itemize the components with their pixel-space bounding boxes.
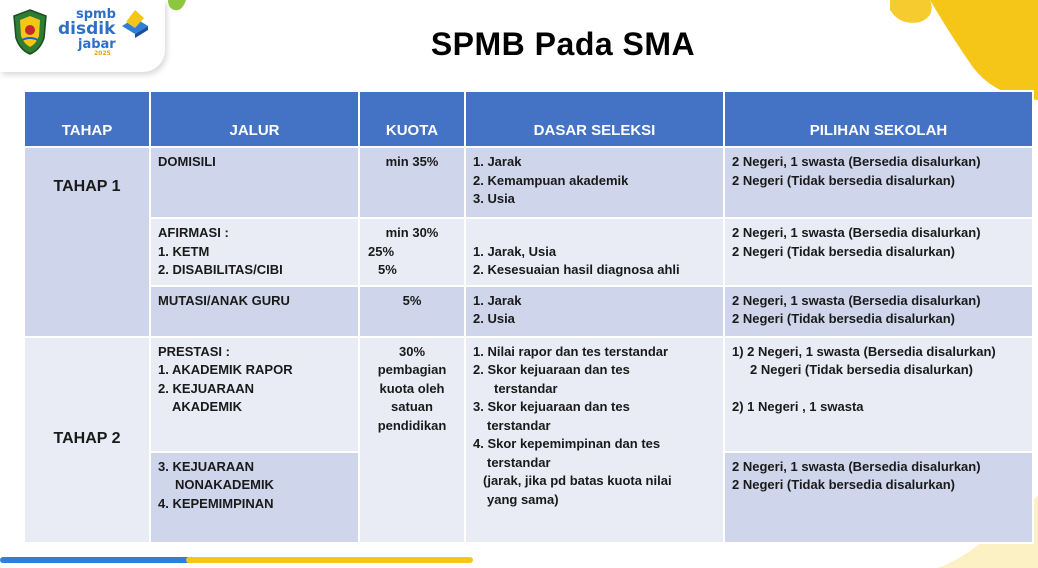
dasar-text: yang sama) [487,491,559,507]
pilihan-cell [724,452,1033,543]
jalur-text: 4. KEPEMIMPINAN [158,495,274,511]
dasar-text: terstandar [487,417,551,433]
pilihan-text: 2 Negeri (Tidak bersedia disalurkan) [732,311,956,326]
kuota-text: kuota oleh [379,380,445,396]
kuota-text: 5% [402,292,422,308]
dasar-text: 4. Skor kepemimpinan dan tes [473,436,661,451]
tahap-1-label: TAHAP 1 [53,178,121,195]
jalur-cell [150,147,359,218]
table-header-row [24,91,1033,147]
pilihan-text: 2 Negeri, 1 swasta (Bersedia disalurkan) [732,154,981,169]
kuota-text: 5% [378,262,397,277]
kuota-text: 30% [398,343,426,359]
header-dasar-seleksi: DASAR SELEKSI [465,91,724,147]
dasar-cell [465,218,724,286]
kuota-cell [359,337,465,543]
dasar-text: 1. Jarak [473,292,522,308]
pilihan-cell [724,286,1033,337]
bottom-bar-yellow [186,557,473,563]
jalur-cell [150,286,359,337]
header-jalur: JALUR [150,91,359,147]
kuota-text: min 35% [385,154,439,169]
jalur-text: 2. DISABILITAS/CIBI [158,262,283,277]
kuota-text: satuan [391,399,433,414]
header-kuota: KUOTA [359,91,465,147]
kuota-text: pembagian [377,362,447,377]
pilihan-text: 2 Negeri (Tidak bersedia disalurkan) [732,477,956,492]
jalur-text: 3. KEJUARAAN [158,458,255,474]
brand-line-1: spmb [76,7,116,22]
jalur-text: 2. KEJUARAAN [158,380,255,396]
dasar-text: terstandar [487,454,551,470]
pilihan-text: 2 Negeri (Tidak bersedia disalurkan) [732,243,956,259]
pilihan-text: 2 Negeri, 1 swasta (Bersedia disalurkan) [732,292,981,308]
jalur-text: AKADEMIK [172,399,243,414]
jalur-text: MUTASI/ANAK GURU [158,292,290,308]
pilihan-cell [724,218,1033,286]
pilihan-text: 2 Negeri, 1 swasta (Bersedia disalurkan) [732,225,981,240]
dasar-text: 1. Jarak [473,154,522,169]
dasar-text: 2. Kesesuaian hasil diagnosa ahli [473,262,680,277]
kuota-cell [359,147,465,218]
pilihan-text: 2 Negeri (Tidak bersedia disalurkan) [732,172,956,188]
tahap-1-cell [24,147,150,337]
dasar-cell [465,286,724,337]
pilihan-text: 2 Negeri, 1 swasta (Bersedia disalurkan) [732,458,981,474]
jalur-cell [150,452,359,543]
dasar-text: 2. Kemampuan akademik [473,172,629,188]
kuota-cell [359,218,465,286]
header-pilihan-sekolah: PILIHAN SEKOLAH [724,91,1033,147]
dasar-text: terstandar [494,380,558,396]
page-title: SPMB Pada SMA [430,26,696,62]
header-tahap: TAHAP [24,91,150,147]
dasar-text: 2. Skor kejuaraan dan tes [473,362,630,377]
brand-line-2: disdik [58,19,116,39]
dasar-text: 2. Usia [473,311,515,326]
kuota-text: min 30% [385,225,439,240]
dasar-text: 3. Usia [473,191,515,206]
dasar-text: 1. Jarak, Usia [473,243,557,259]
table-row [24,147,1033,218]
jalur-text: PRESTASI : [158,343,230,359]
table-row [24,218,1033,286]
table-row [24,286,1033,337]
dasar-text: 1. Nilai rapor dan tes terstandar [473,343,669,359]
brand-year: 2025 [94,50,111,57]
bottom-accent-bar [0,557,473,563]
jalur-text: 1. KETM [158,243,210,259]
kuota-cell [359,286,465,337]
spmb-table [23,90,1034,544]
jalur-text: DOMISILI [158,154,216,169]
dasar-text: (jarak, jika pd batas kuota nilai [483,473,672,488]
pilihan-text: 2) 1 Negeri , 1 swasta [732,398,864,414]
dasar-cell [465,147,724,218]
bottom-bar-blue [0,557,190,563]
tahap-2-label: TAHAP 2 [53,430,121,448]
jalur-text: NONAKADEMIK [175,477,274,492]
jalur-cell [150,218,359,286]
jalur-text: AFIRMASI : [158,225,229,240]
pilihan-text: 2 Negeri (Tidak bersedia disalurkan) [750,362,974,377]
pilihan-cell [724,337,1033,452]
table-row [24,337,1033,452]
kuota-text: 25% [368,243,395,259]
jalur-cell [150,337,359,452]
dasar-text: 3. Skor kejuaraan dan tes [473,399,630,414]
green-accent-shape [168,0,186,12]
tahap-2-cell [24,337,150,543]
jalur-text: 1. AKADEMIK RAPOR [158,362,293,377]
pilihan-cell [724,147,1033,218]
dasar-cell [465,337,724,543]
kuota-text: pendidikan [377,417,447,433]
pilihan-text: 1) 2 Negeri, 1 swasta (Bersedia disalurkan) [732,343,996,359]
brand-line-3: jabar [78,37,116,52]
